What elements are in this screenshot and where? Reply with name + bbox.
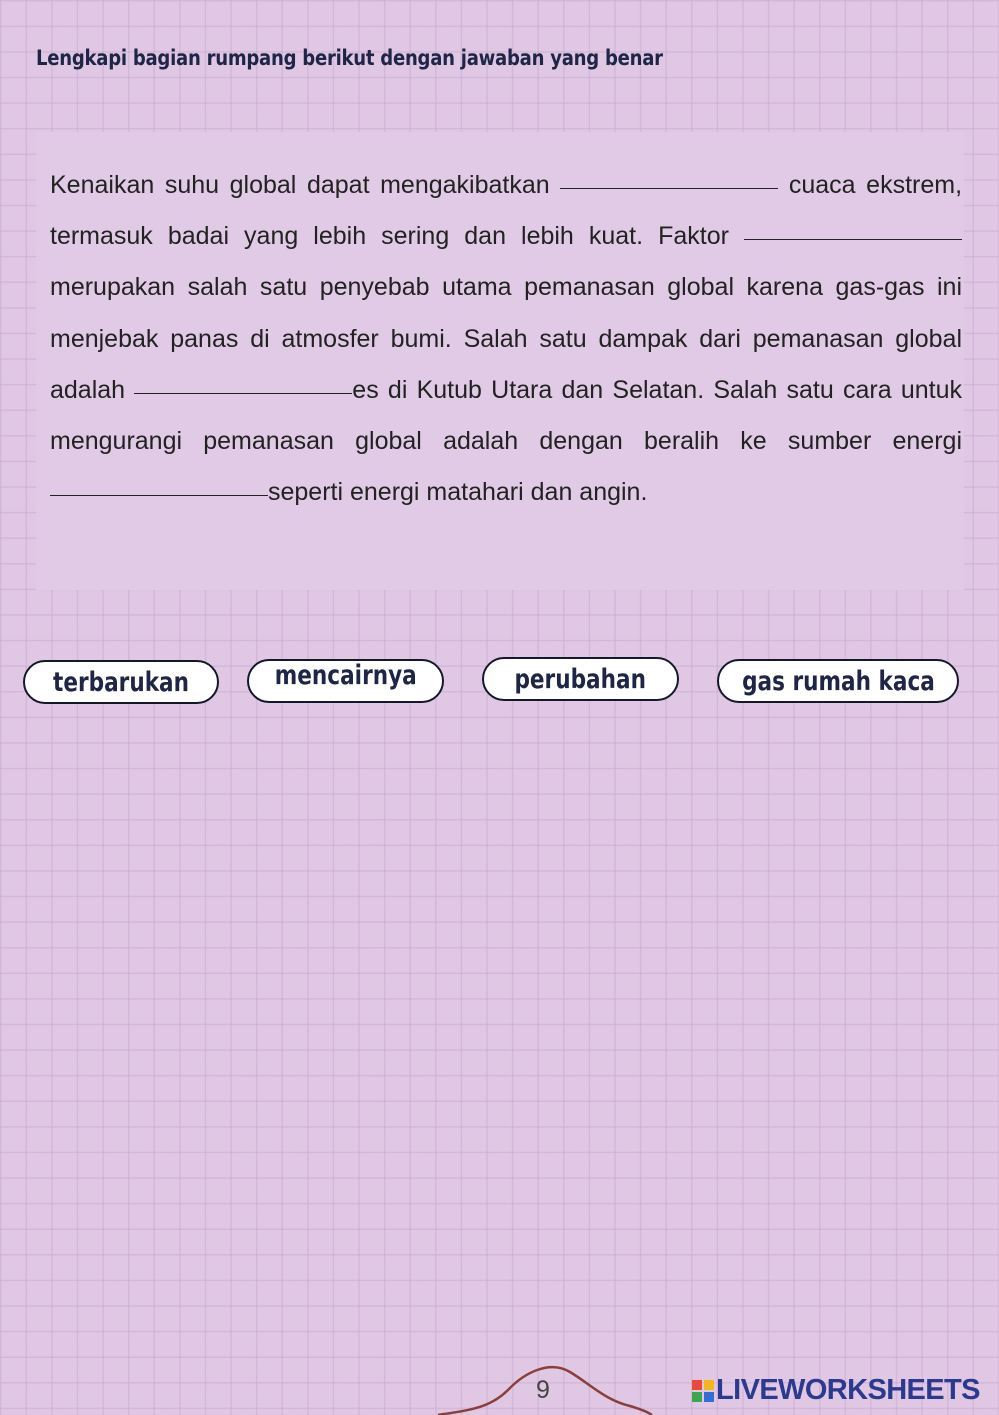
- word-chip-label: gas rumah kaca: [741, 665, 935, 697]
- instruction-heading: Lengkapi bagian rumpang berikut dengan jawaban yang benar: [36, 46, 663, 70]
- liveworksheets-logo: [692, 1374, 980, 1407]
- word-chip-label: mencairnya: [274, 659, 417, 691]
- word-chip-perubahan[interactable]: [482, 657, 679, 701]
- blank-3[interactable]: [134, 392, 352, 394]
- brand-name: LIVEWORKSHEETS: [716, 1374, 980, 1406]
- paragraph-text-5: seperti energi matahari dan angin.: [268, 478, 648, 507]
- word-chip-label: terbarukan: [52, 666, 189, 698]
- word-chip-label: perubahan: [514, 663, 647, 695]
- paragraph-text-2: cuaca ekstrem, termasuk badai yang lebih sering dan lebih kuat. Faktor: [50, 171, 963, 251]
- paragraph-text-1: Kenaikan suhu global dapat mengakibatkan: [50, 171, 561, 199]
- fill-in-paragraph: [50, 160, 962, 518]
- word-chip-mencairnya[interactable]: [247, 659, 444, 703]
- blank-4[interactable]: [50, 494, 268, 496]
- word-chip-gas-rumah-kaca[interactable]: [717, 659, 959, 703]
- liveworksheets-grid-icon: [692, 1380, 714, 1402]
- blank-2[interactable]: [744, 238, 962, 240]
- word-chip-terbarukan[interactable]: [23, 660, 219, 704]
- paragraph-text-3: merupakan salah satu penyebab utama pemanasan global karena gas-gas ini menjebak panas di atmosfer bumi. Salah satu dampak dari pemanasan global adalah: [50, 273, 962, 404]
- page-number: 9: [536, 1376, 550, 1404]
- blank-1[interactable]: [560, 187, 778, 189]
- paragraph-text-4: es di Kutub Utara dan Selatan. Salah satu cara untuk mengurangi pemanasan global adalah dengan beralih ke sumber energi: [50, 375, 962, 456]
